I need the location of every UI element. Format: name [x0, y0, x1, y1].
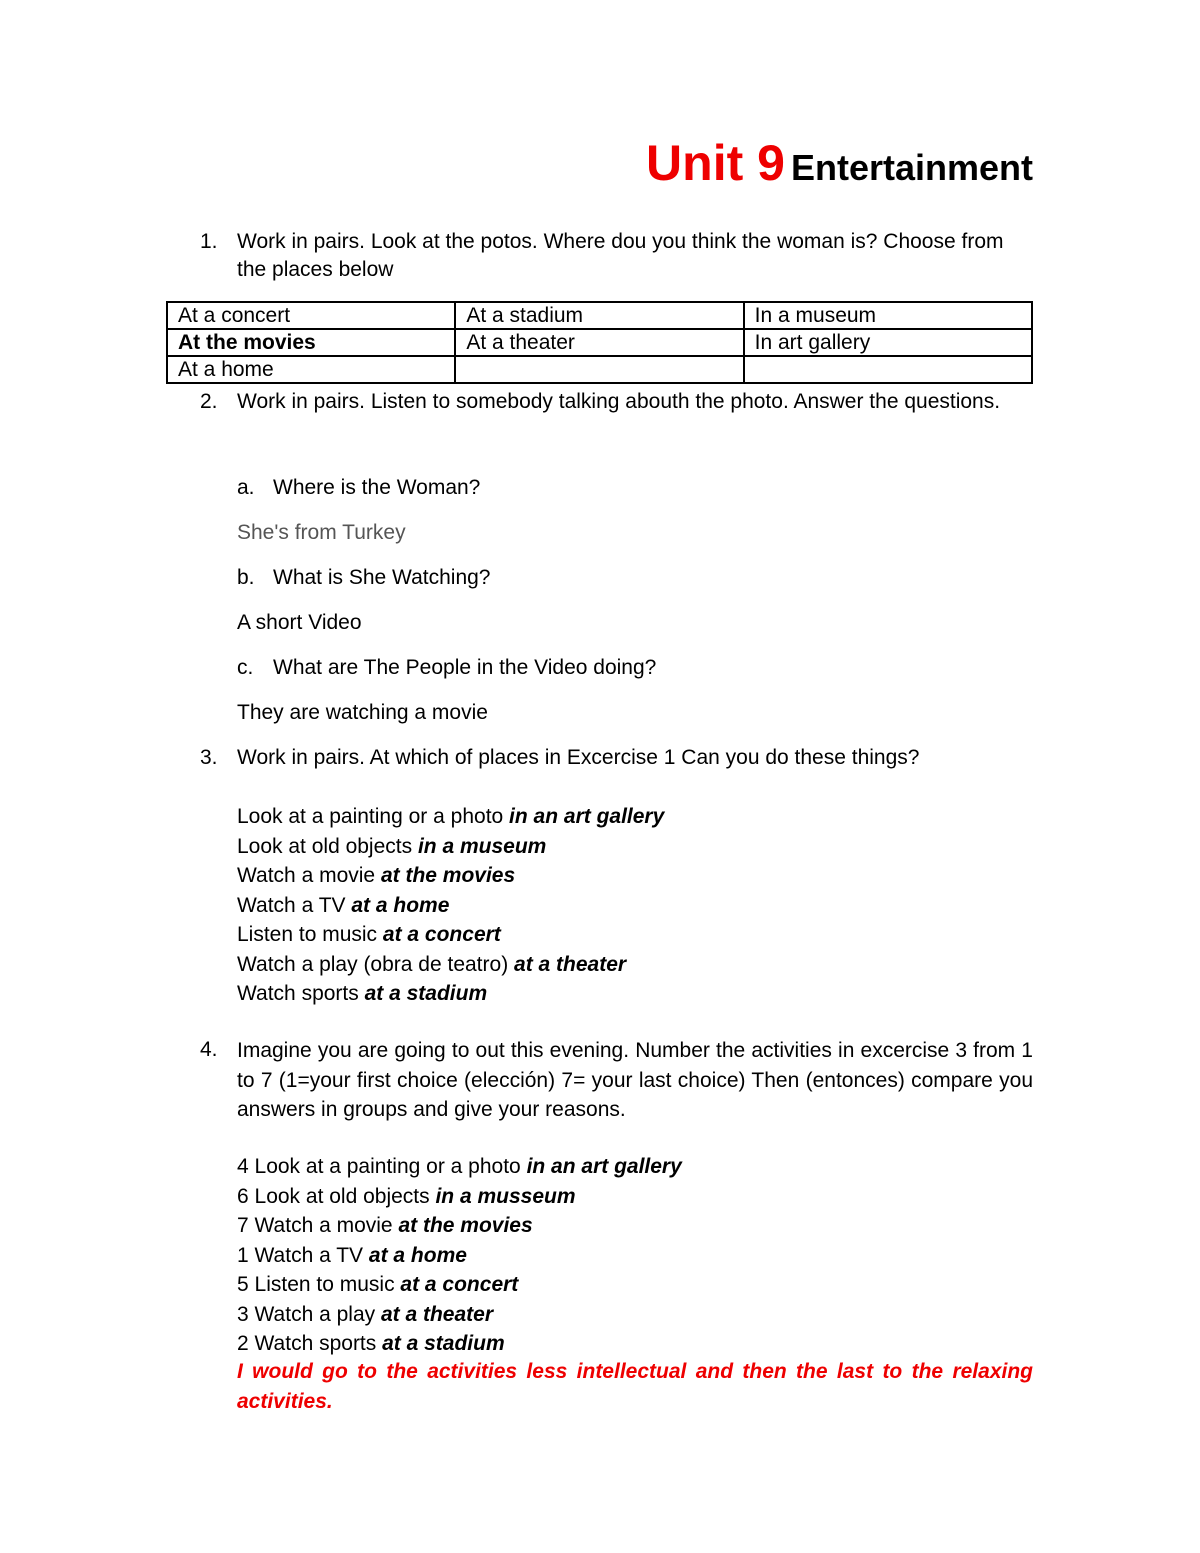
- exercise-2-text: Work in pairs. Listen to somebody talking abouth the photo. Answer the questions.: [237, 390, 1001, 413]
- list-item: 1 Watch a TV at a home: [237, 1243, 467, 1267]
- answer-text: They are watching a movie: [237, 701, 488, 724]
- table-cell: At a home: [167, 356, 455, 383]
- list-item: 3 Watch a play at a theater: [237, 1302, 494, 1326]
- question-text: What are The People in the Video doing?: [273, 656, 657, 679]
- exercise-2-number: 2.: [200, 390, 218, 413]
- answer-text: A short Video: [237, 611, 362, 634]
- list-item: Watch a movie at the movies: [237, 864, 516, 887]
- list-item: 6 Look at old objects in a musseum: [237, 1184, 576, 1208]
- list-item: Watch sports at a stadium: [237, 982, 488, 1005]
- exercise-3-number: 3.: [200, 746, 218, 769]
- table-cell: At a stadium: [455, 302, 743, 329]
- exercise-1-number: 1.: [200, 230, 218, 253]
- table-row: [167, 356, 1032, 383]
- question-letter: b.: [237, 566, 255, 589]
- list-item: Look at old objects in a museum: [237, 834, 547, 858]
- question-text: What is She Watching?: [273, 566, 491, 589]
- table-cell: At the movies: [167, 329, 455, 356]
- list-item: 7 Watch a movie at the movies: [237, 1214, 533, 1237]
- list-item: Look at a painting or a photo in an art gallery: [237, 805, 665, 828]
- table-row: [167, 302, 1032, 329]
- table-cell: At a concert: [167, 302, 455, 329]
- exercise-4-list: [237, 1152, 1033, 1359]
- table-cell: In a museum: [744, 302, 1032, 329]
- exercise-3-text: Work in pairs. At which of places in Excercise 1 Can you do these things?: [237, 746, 920, 769]
- question-text: Where is the Woman?: [273, 476, 481, 499]
- table-cell: At a theater: [455, 329, 743, 356]
- question-letter: c.: [237, 656, 254, 679]
- exercise-4-number: 4.: [200, 1038, 218, 1061]
- list-item: Watch a play (obra de teatro) at a theater: [237, 952, 627, 976]
- page-title: [646, 135, 1033, 191]
- table-cell: [744, 356, 1032, 383]
- table-cell: [455, 356, 743, 383]
- table-row: [167, 329, 1032, 356]
- exercise-3-list: [237, 802, 1033, 1009]
- list-item: 4 Look at a painting or a photo in an art gallery: [237, 1155, 682, 1178]
- exercise-4-reason: I would go to the activities less intellectual and then the last to the relaxing activities.: [237, 1360, 1033, 1413]
- list-item: Watch a TV at a home: [237, 893, 450, 917]
- question-letter: a.: [237, 476, 255, 499]
- places-table: [166, 301, 1033, 384]
- exercise-4-text: Imagine you are going to out this evening. Number the activities in excercise 3 from 1 to 7 (1=your first choice (elección) 7= your last choice) Then (entonces) compare you answers in groups and give your reasons.: [237, 1039, 1033, 1121]
- list-item: 2 Watch sports at a stadium: [237, 1332, 505, 1355]
- unit-number: Unit 9: [646, 135, 785, 191]
- exercise-1-text: Work in pairs. Look at the potos. Where dou you think the woman is? Choose from the places below: [237, 230, 1004, 281]
- answer-text: She's from Turkey: [237, 521, 406, 544]
- list-item: Listen to music at a concert: [237, 923, 501, 946]
- unit-subject: Entertainment: [790, 147, 1033, 188]
- table-cell: In art gallery: [744, 329, 1032, 356]
- list-item: 5 Listen to music at a concert: [237, 1273, 519, 1296]
